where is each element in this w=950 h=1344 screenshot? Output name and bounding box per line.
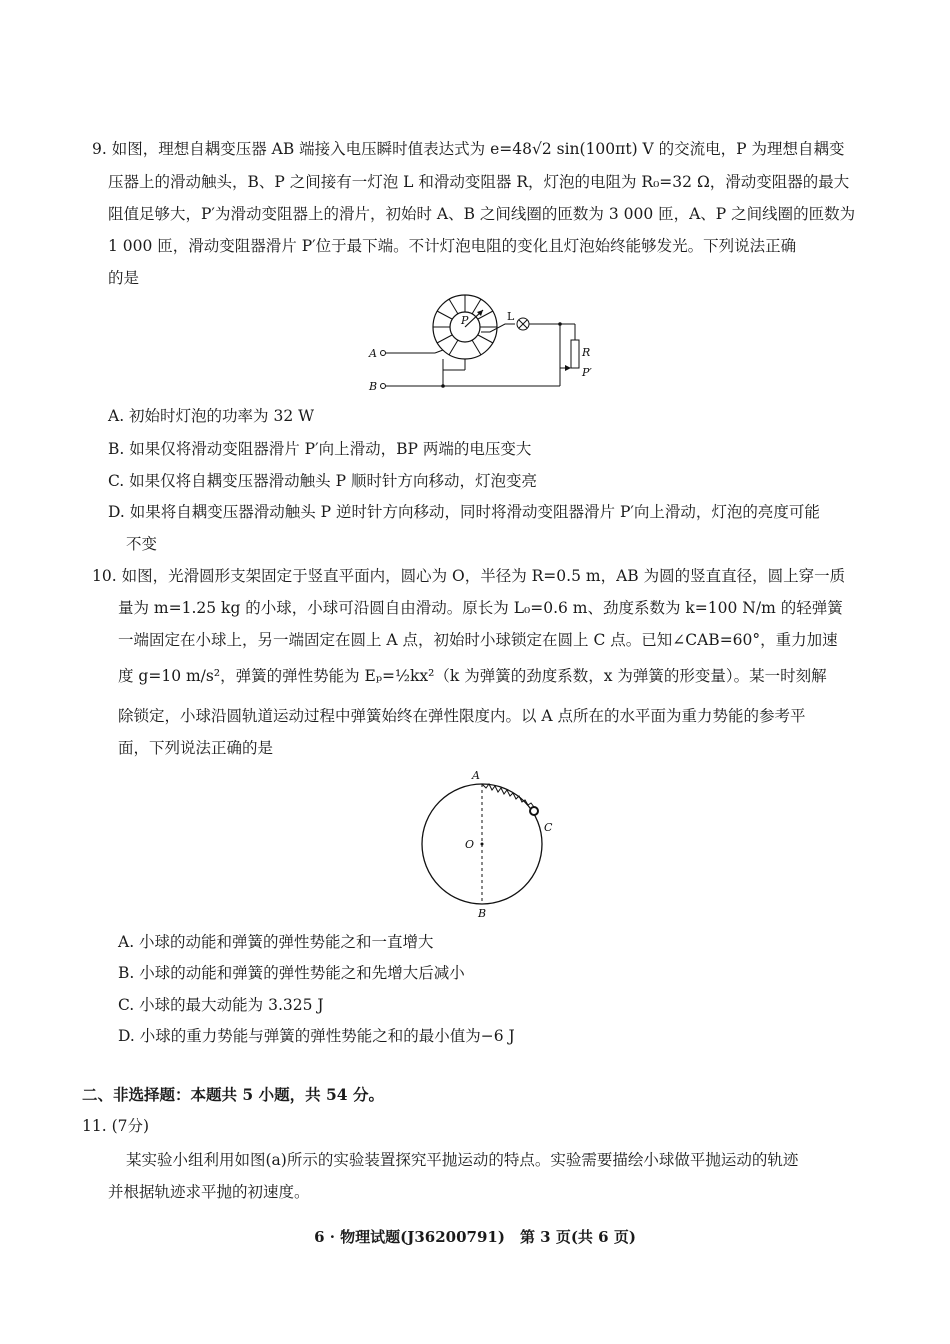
label-a: A [472, 769, 480, 782]
q9-option-c: C. 如果仅将自耦变压器滑动触头 P 顺时针方向移动，灯泡变亮 [108, 472, 537, 490]
q10-line-5: 除锁定，小球沿圆轨道运动过程中弹簧始终在弹性限度内。以 A 点所在的水平面为重力势能的参考平 [118, 707, 806, 725]
label-r: R [582, 346, 591, 359]
q10-line-6: 面，下列说法正确的是 [118, 739, 274, 757]
section-heading: 二、非选择题：本题共 5 小题，共 54 分。 [82, 1085, 384, 1104]
label-p: P [461, 314, 469, 327]
label-l: L [507, 310, 515, 323]
q10-option-a: A. 小球的动能和弹簧的弹性势能之和一直增大 [118, 933, 434, 951]
q10-line-2: 量为 m=1.25 kg 的小球，小球可沿圆自由滑动。原长为 L₀=0.6 m、劲度系数为 k=100 N/m 的轻弹簧 [118, 599, 843, 617]
q11-title: 11. (7分) [82, 1117, 150, 1135]
label-p-prime: P′ [582, 366, 592, 379]
q10-option-d: D. 小球的重力势能与弹簧的弹性势能之和的最小值为−6 J [118, 1027, 515, 1045]
q9-line-4: 1 000 匝，滑动变阻器滑片 P′位于最下端。不计灯泡电阻的变化且灯泡始终能够发光。下列说法正确 [108, 237, 797, 255]
q9-option-d: D. 如果将自耦变压器滑动触头 P 逆时针方向移动，同时将滑动变阻器滑片 P′向上滑动，灯泡的亮度可能 [108, 503, 820, 521]
q10-line-4: 度 g=10 m/s²，弹簧的弹性势能为 Eₚ=½kx²（k 为弹簧的劲度系数，x 为弹簧的形变量）。某一时刻解 [118, 667, 827, 685]
label-o: O [465, 838, 475, 851]
page-footer: 6 · 物理试题(J36200791) 第 3 页(共 6 页) [314, 1228, 636, 1246]
q9-line-5: 的是 [108, 269, 140, 287]
q9-option-b: B. 如果仅将滑动变阻器滑片 P′向上滑动，BP 两端的电压变大 [108, 440, 532, 458]
q9-option-a: A. 初始时灯泡的功率为 32 W [108, 407, 315, 425]
q10-line-1: 10. 如图，光滑圆形支架固定于竖直平面内，圆心为 O，半径为 R=0.5 m，AB 为圆的竖直直径，圆上穿一质 [92, 567, 846, 585]
transformer-circuit-figure [365, 292, 600, 402]
q9-line-3: 阻值足够大，P′为滑动变阻器上的滑片，初始时 A、B 之间线圈的匝数为 3 000 匝，A、P 之间线圈的匝数为 [108, 205, 856, 223]
q11-line-1: 某实验小组利用如图(a)所示的实验装置探究平抛运动的特点。实验需要描绘小球做平抛运动的轨迹 [126, 1151, 799, 1169]
label-a: A [369, 347, 377, 360]
label-b: B [369, 380, 378, 393]
q9-line-1: 9. 如图，理想自耦变压器 AB 端接入电压瞬时值表达式为 e=48√2 sin(100πt) V 的交流电，P 为理想自耦变 [92, 140, 845, 158]
q10-option-c: C. 小球的最大动能为 3.325 J [118, 996, 324, 1014]
q9-option-d-cont: 不变 [126, 535, 158, 553]
q11-line-2: 并根据轨迹求平抛的初速度。 [108, 1183, 310, 1201]
q10-option-b: B. 小球的动能和弹簧的弹性势能之和先增大后减小 [118, 964, 465, 982]
circle-spring-figure [410, 765, 570, 920]
label-c: C [544, 821, 553, 834]
q9-line-2: 压器上的滑动触头，B、P 之间接有一灯泡 L 和滑动变阻器 R，灯泡的电阻为 R₀=32 Ω，滑动变阻器的最大 [108, 173, 850, 191]
label-b: B [478, 907, 487, 920]
q10-line-3: 一端固定在小球上，另一端固定在圆上 A 点，初始时小球锁定在圆上 C 点。已知∠CAB=60°，重力加速 [118, 631, 838, 649]
